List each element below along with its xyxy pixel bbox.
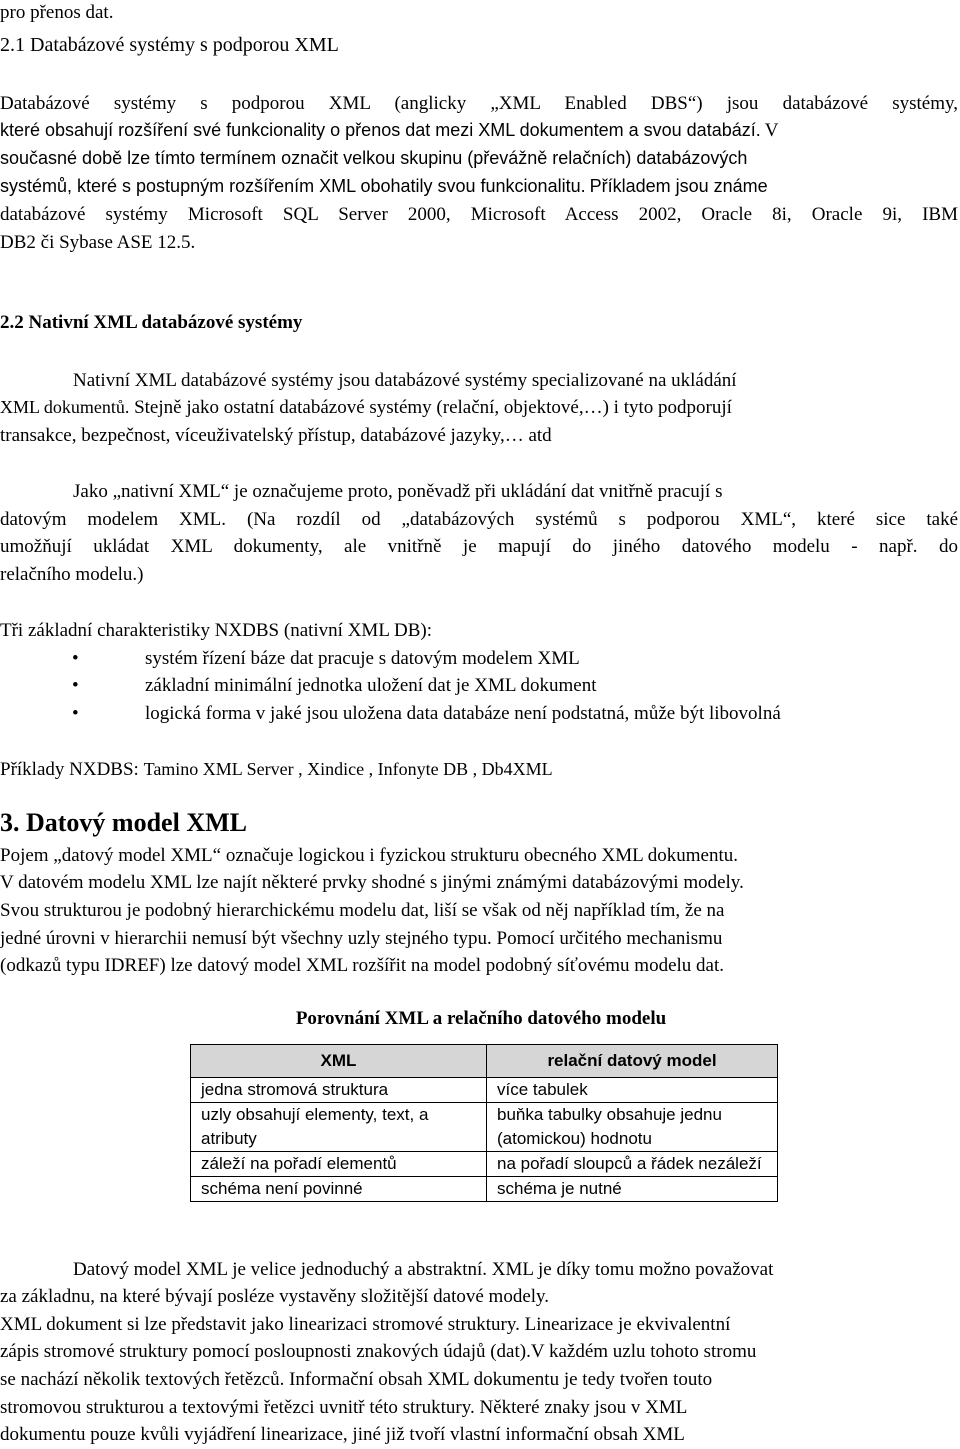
- list-item: systém řízení báze dat pracuje s datovým modelem XML: [145, 648, 580, 669]
- paragraph-line: Svou strukturou je podobný hierarchickému modelu dat, liší se však od něj například tím, že na: [0, 900, 725, 921]
- table-header-row: [191, 1045, 778, 1078]
- paragraph-line: [0, 173, 768, 202]
- serif-text: V: [764, 120, 779, 141]
- table-row: [191, 1152, 778, 1177]
- sans-text: Příkladem jsou známe: [589, 176, 768, 196]
- table-cell: více tabulek: [487, 1078, 778, 1103]
- paragraph-line: [0, 756, 553, 784]
- text-line: pro přenos dat.: [0, 2, 114, 23]
- comparison-table: [190, 1044, 778, 1202]
- paragraph-line: Datový model XML je velice jednoduchý a abstraktní. XML je díky tomu možno považovat: [73, 1259, 774, 1280]
- table-row: [191, 1103, 778, 1152]
- text: Tamino XML Server , Xindice , Infonyte DB , Db4XML: [143, 759, 553, 779]
- paragraph-line: relačního modelu.): [0, 564, 144, 585]
- table-cell: buňka tabulky obsahuje jednu (atomickou) hodnotu: [487, 1103, 778, 1152]
- text: Stejně jako ostatní databázové systémy (relační, objektové,…) i tyto podporují: [134, 397, 732, 418]
- list-intro: Tři základní charakteristiky NXDBS (nativní XML DB):: [0, 620, 432, 641]
- paragraph-line: zápis stromové struktury pomocí posloupnosti znakových údajů (dat).V každém uzlu tohoto stromu: [0, 1341, 757, 1362]
- paragraph-line: jedné úrovni v hierarchii nemusí být všechny uzly stejného typu. Pomocí určitého mechanismu: [0, 928, 723, 949]
- table-cell: uzly obsahují elementy, text, a atributy: [191, 1103, 487, 1152]
- table-caption: Porovnání XML a relačního datového modelu: [295, 1008, 667, 1029]
- paragraph-line: umožňují ukládat XML dokumenty, ale vnitřně je mapují do jiného datového modelu - např. do: [0, 536, 958, 557]
- paragraph-line: Pojem „datový model XML“ označuje logickou i fyzickou strukturu obecného XML dokumentu.: [0, 845, 739, 866]
- paragraph-line: DB2 či Sybase ASE 12.5.: [0, 232, 196, 253]
- table-cell: na pořadí sloupců a řádek nezáleží: [487, 1152, 778, 1177]
- paragraph-line: XML dokument si lze představit jako linearizaci stromové struktury. Linearizace je ekvivalentní: [0, 1314, 731, 1335]
- paragraph-line: stromovou strukturou a textovými řetězci uvnitř této struktury. Některé znaky jsou v XML: [0, 1397, 688, 1418]
- paragraph-line: Nativní XML databázové systémy jsou databázové systémy specializované na ukládání: [73, 370, 737, 391]
- list-item: základní minimální jednotka uložení dat je XML dokument: [145, 675, 597, 696]
- table-cell: záleží na pořadí elementů: [191, 1152, 487, 1177]
- paragraph-line: databázové systémy Microsoft SQL Server 2000, Microsoft Access 2002, Oracle 8i, Oracle 9i, IBM: [0, 204, 958, 225]
- text: Příklady NXDBS:: [0, 759, 139, 780]
- section-heading-2-2: 2.2 Nativní XML databázové systémy: [0, 312, 303, 333]
- paragraph-line: Jako „nativní XML“ je označujeme proto, poněvadž při ukládání dat vnitřně pracují s: [73, 481, 723, 502]
- paragraph-line: (odkazů typu IDREF) lze datový model XML rozšířit na model podobný síťovému modelu dat.: [0, 955, 725, 976]
- paragraph-line: [0, 117, 960, 145]
- paragraph-line: za základnu, na které bývají posléze vystavěny složitější datové modely.: [0, 1286, 550, 1307]
- table-cell: schéma je nutné: [487, 1177, 778, 1202]
- paragraph-line: transakce, bezpečnost, víceuživatelský přístup, databázové jazyky,… atd: [0, 425, 552, 446]
- text: XML dokumentů.: [0, 397, 130, 417]
- paragraph-line: V datovém modelu XML lze najít některé prvky shodné s jinými známými databázovými modely.: [0, 872, 744, 893]
- section-heading-2-1: 2.1 Databázové systémy s podporou XML: [0, 34, 339, 56]
- paragraph-line: dokumentu pouze kvůli vyjádření linearizace, jiné již tvoří vlastní informační obsah XML: [0, 1424, 685, 1445]
- sans-text: které obsahují rozšíření své funkcionality o přenos dat mezi XML dokumentem a svou databází.: [0, 120, 761, 140]
- bullet: •: [72, 648, 79, 669]
- paragraph-line: se nachází několik textových řetězců. Informační obsah XML dokumentu je tedy tvořen touto: [0, 1369, 713, 1390]
- list-item: logická forma v jaké jsou uložena data databáze není podstatná, může být libovolná: [145, 703, 781, 724]
- table-cell: schéma není povinné: [191, 1177, 487, 1202]
- bullet: •: [72, 703, 79, 724]
- paragraph-line: současné době lze tímto termínem označit velkou skupinu (převážně relačních) databázových: [0, 148, 748, 168]
- section-heading-3: 3. Datový model XML: [0, 808, 247, 837]
- table-cell: jedna stromová struktura: [191, 1078, 487, 1103]
- column-header: XML: [191, 1045, 487, 1078]
- bullet: •: [72, 675, 79, 696]
- paragraph-line: Databázové systémy s podporou XML (anglicky „XML Enabled DBS“) jsou databázové systémy,: [0, 93, 958, 114]
- table-row: [191, 1177, 778, 1202]
- paragraph-line: datovým modelem XML. (Na rozdíl od „databázových systémů s podporou XML“, které sice také: [0, 509, 958, 530]
- paragraph-line: [0, 394, 960, 422]
- table-row: [191, 1078, 778, 1103]
- column-header: relační datový model: [487, 1045, 778, 1078]
- sans-text: systémů, které s postupným rozšířením XML obohatily svou funkcionalitu.: [0, 176, 586, 196]
